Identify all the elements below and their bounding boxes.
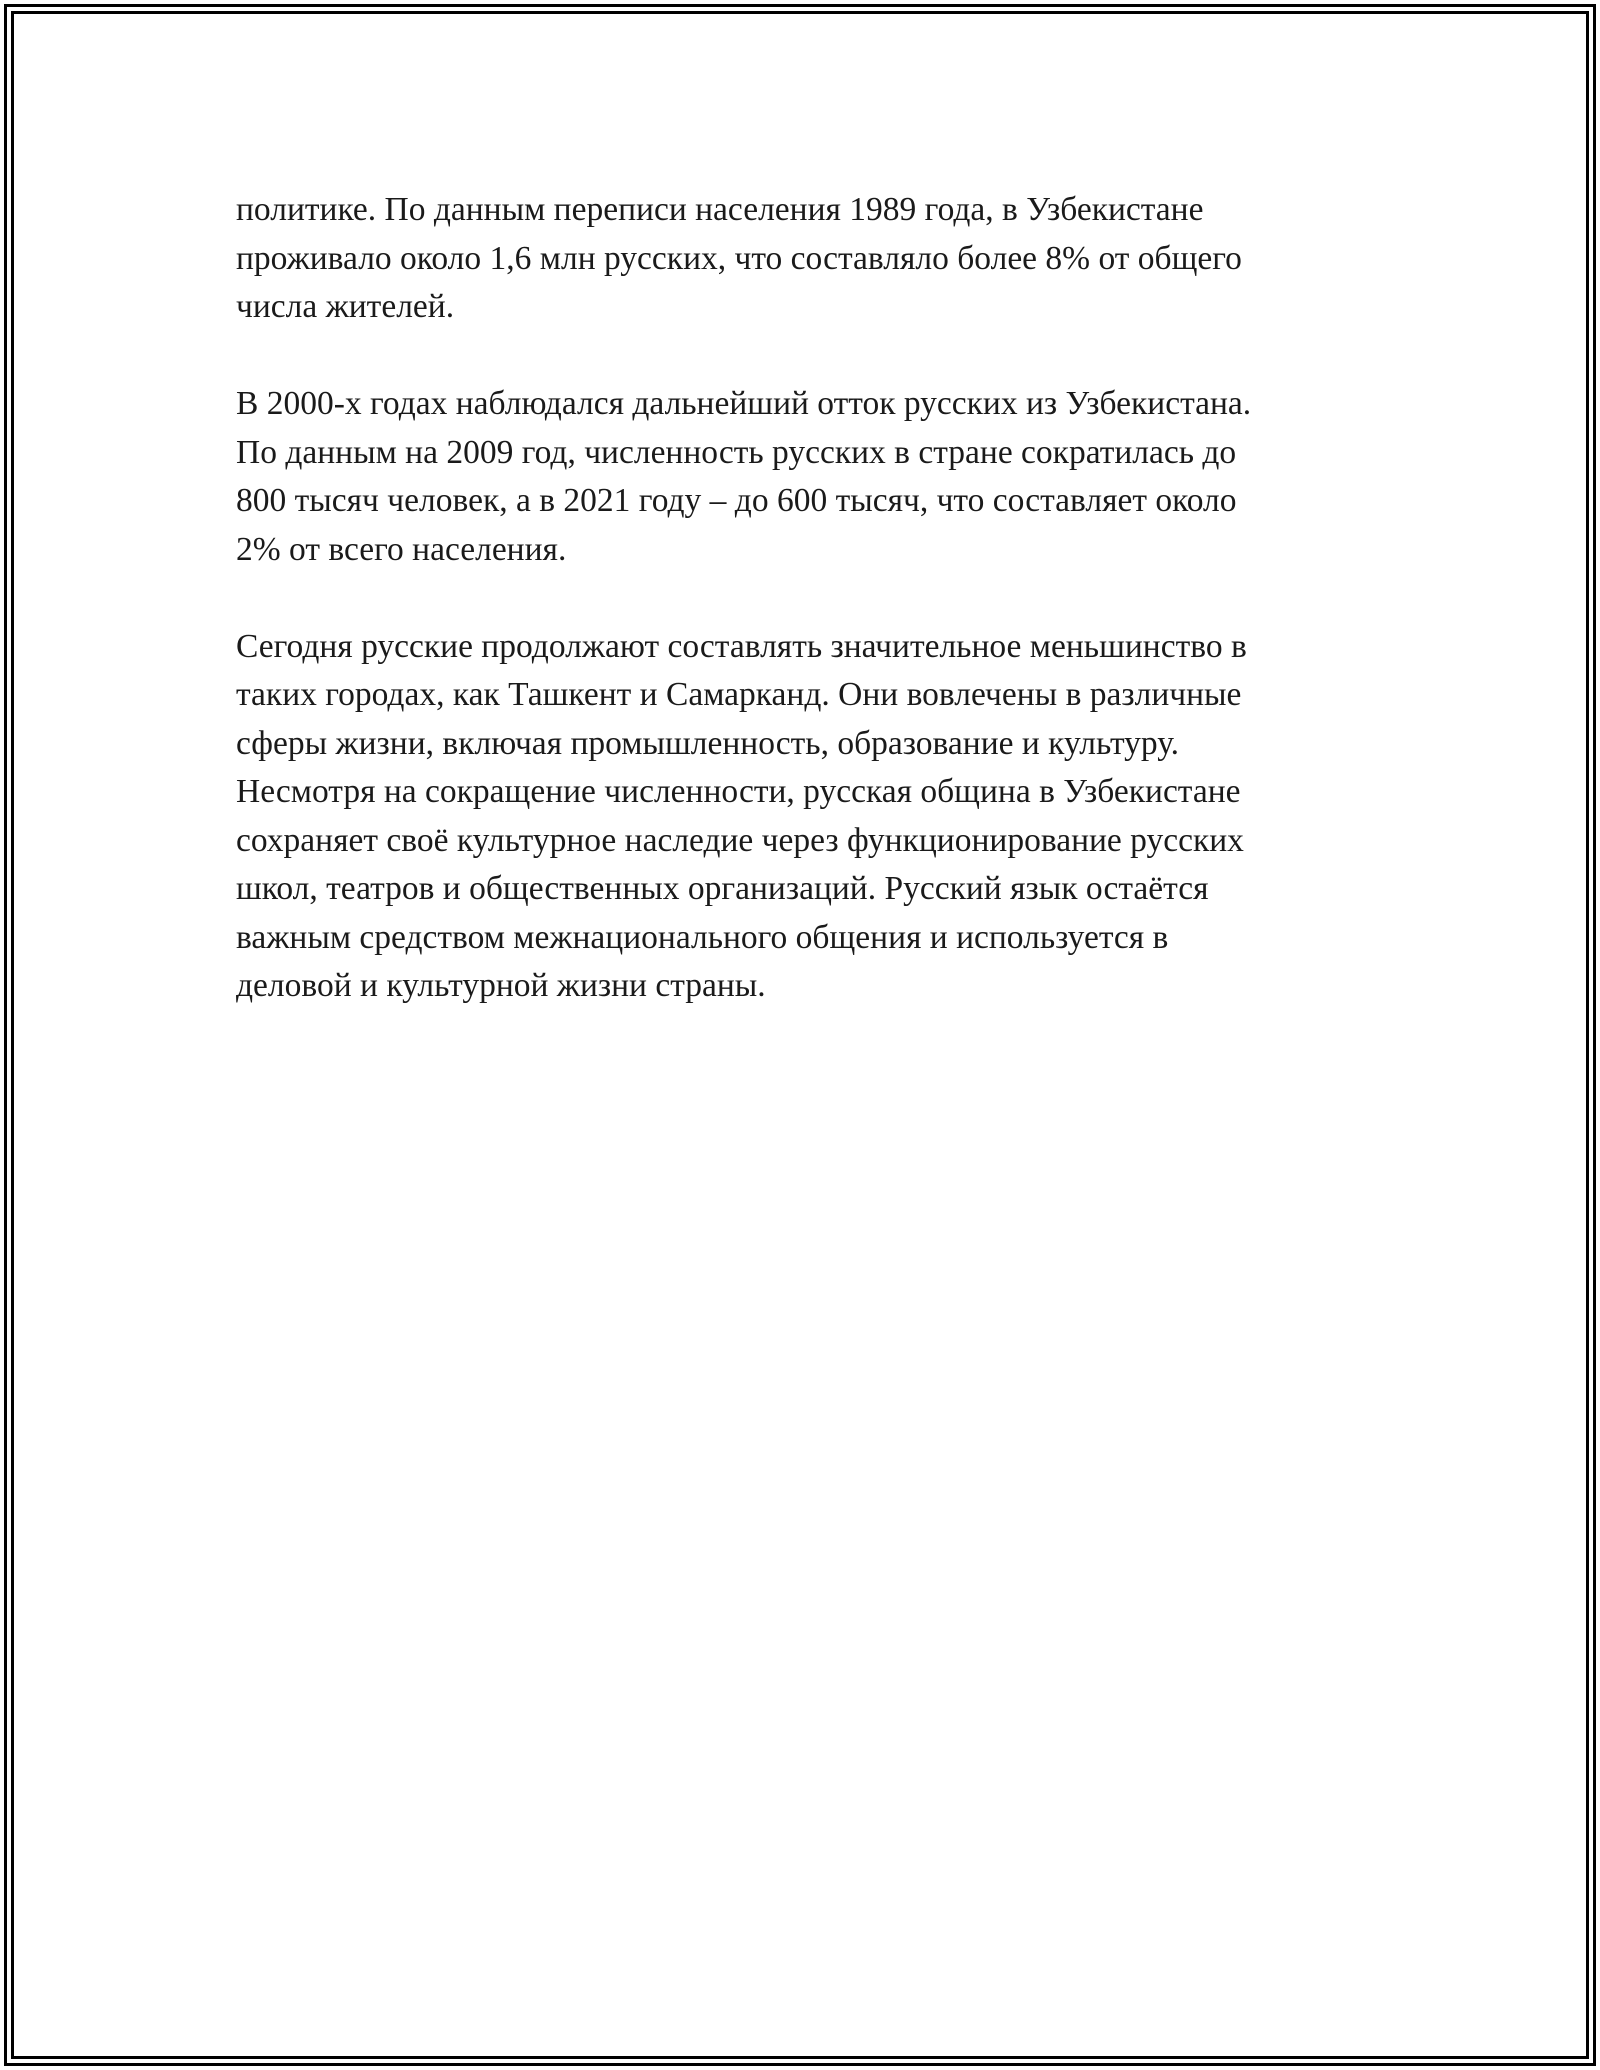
document-body [236, 186, 1396, 1059]
paragraph-outflow-2000s: В 2000-х годах наблюдался дальнейший отток русских из Узбекистана. По данным на 2009 год, численность русских в стране сократилась до 800 тысяч человек, а в 2021 году – до 600 тысяч, что составляет около 2% от всего населения. [236, 385, 1252, 568]
paragraph-community-today: Сегодня русские продолжают составлять значительное меньшинство в таких городах, как Ташкент и Самарканд. Они вовлечены в различные сферы жизни, включая промышленность, образование и культуру. Несмотря на сокращение численности, русская община в Узбекистане сохраняет своё культурное наследие через функционирование русских школ, театров и общественных организаций. Русский язык остаётся важным средством межнационального общения и используется в деловой и культурной жизни страны. [236, 627, 1247, 1004]
paragraph-census-1989: политике. По данным переписи населения 1989 года, в Узбекистане проживало около 1,6 млн русских, что составляло более 8% от общего числа жителей. [236, 191, 1242, 325]
